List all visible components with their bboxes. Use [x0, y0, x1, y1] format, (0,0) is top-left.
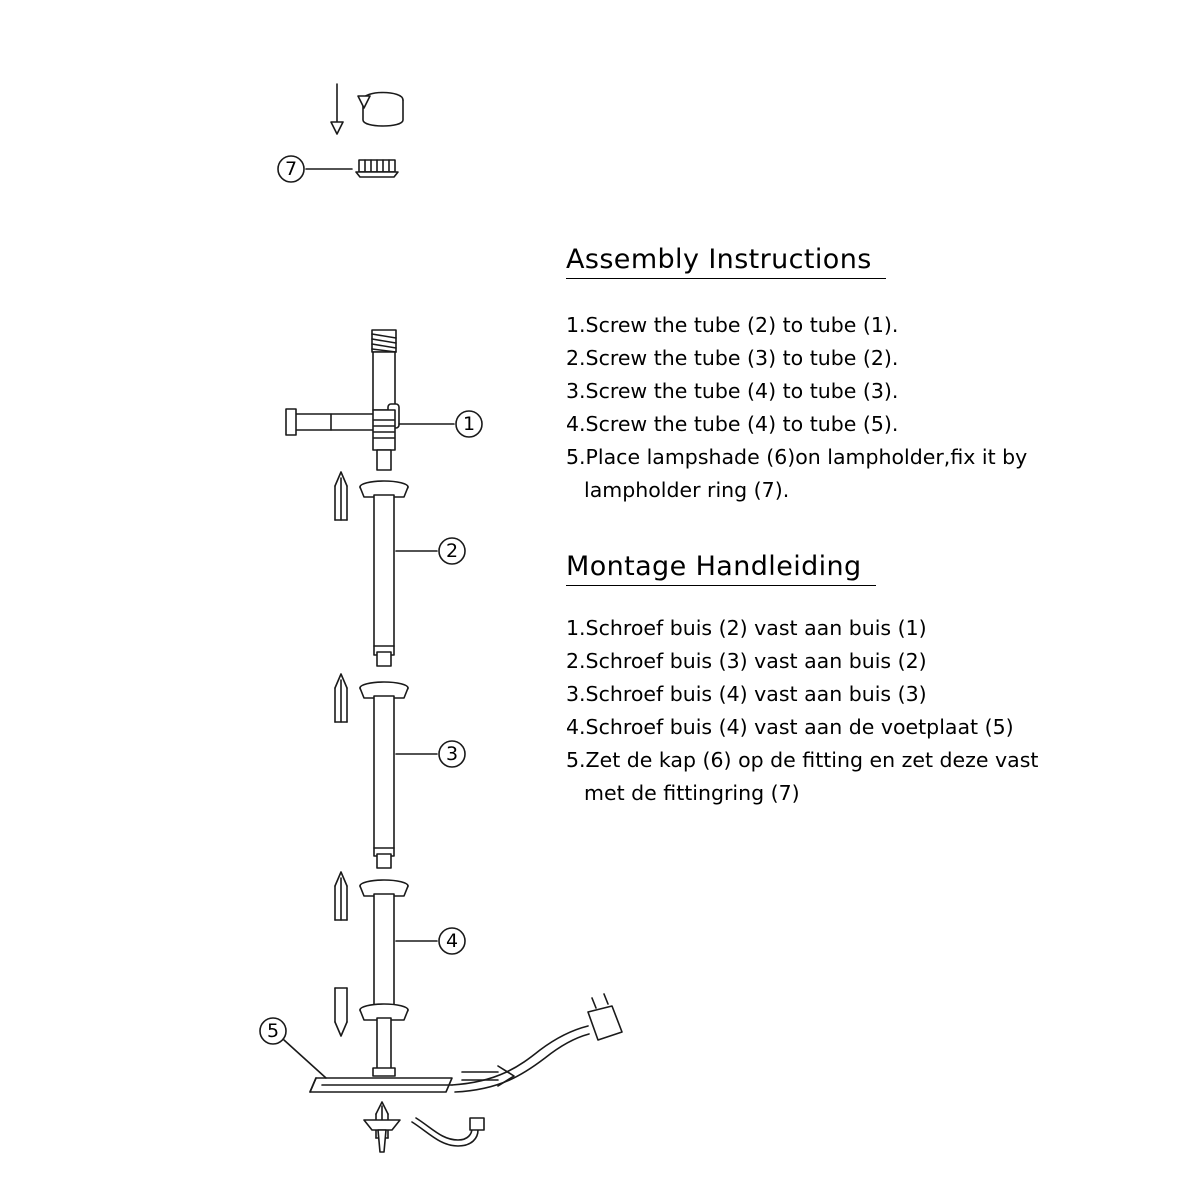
tube-4-part [360, 880, 408, 1010]
list-item [566, 777, 1126, 810]
list-item: 3.Schroef buis (4) vast aan buis (3) [566, 682, 927, 706]
list-item: 5.Zet de kap (6) op de fitting en zet deze vast [566, 748, 1039, 772]
list-item [566, 474, 1126, 507]
list-item-continuation: met de fittingring (7) [584, 781, 800, 805]
ring-down-arrow-icon [331, 84, 343, 134]
power-cord-part [452, 994, 622, 1092]
tube2-up-arrow-icon [335, 472, 347, 520]
tube4-up-arrow-icon [335, 872, 347, 920]
dutch-steps-list [566, 612, 1126, 810]
list-item: 3.Screw the tube (4) to tube (3). [566, 379, 899, 403]
callout-label-2: 2 [446, 540, 459, 562]
callout-label-7: 7 [285, 158, 298, 180]
list-item: 4.Schroef buis (4) vast aan de voetplaat (5) [566, 715, 1014, 739]
tube-3-part [360, 682, 408, 868]
base-down-arrow-icon [335, 988, 347, 1036]
dutch-block [566, 551, 1126, 810]
base-plate-part [310, 1078, 452, 1092]
list-item: 1.Schroef buis (2) vast aan buis (1) [566, 616, 927, 640]
dutch-heading: Montage Handleiding [566, 551, 876, 586]
tube3-up-arrow-icon [335, 674, 347, 722]
tube-2-part [360, 481, 408, 666]
list-item-continuation: lampholder ring (7). [584, 478, 790, 502]
english-block [566, 244, 1126, 507]
list-item: 1.Screw the tube (2) to tube (1). [566, 313, 899, 337]
callout-label-4: 4 [446, 930, 459, 952]
cord-loop-detail [412, 1118, 484, 1146]
base-screw-part [364, 1120, 400, 1152]
tube-1-part [373, 410, 395, 470]
english-steps-list [566, 309, 1126, 507]
callout-label-1: 1 [463, 413, 476, 435]
ring-rotate-arrow-icon [358, 93, 403, 127]
callout-label-5: 5 [267, 1020, 280, 1042]
instructions-text-panel [566, 244, 1126, 810]
list-item: 2.Screw the tube (3) to tube (2). [566, 346, 899, 370]
lampholder-ring-part [356, 160, 398, 177]
list-item: 2.Schroef buis (3) vast aan buis (2) [566, 649, 927, 673]
list-item: 5.Place lampshade (6)on lampholder,fix it by [566, 445, 1028, 469]
base-collar-part [360, 1004, 408, 1076]
english-heading: Assembly Instructions [566, 244, 886, 279]
callout-label-3: 3 [446, 743, 459, 765]
list-item: 4.Screw the tube (4) to tube (5). [566, 412, 899, 436]
lampholder-part [372, 330, 396, 410]
